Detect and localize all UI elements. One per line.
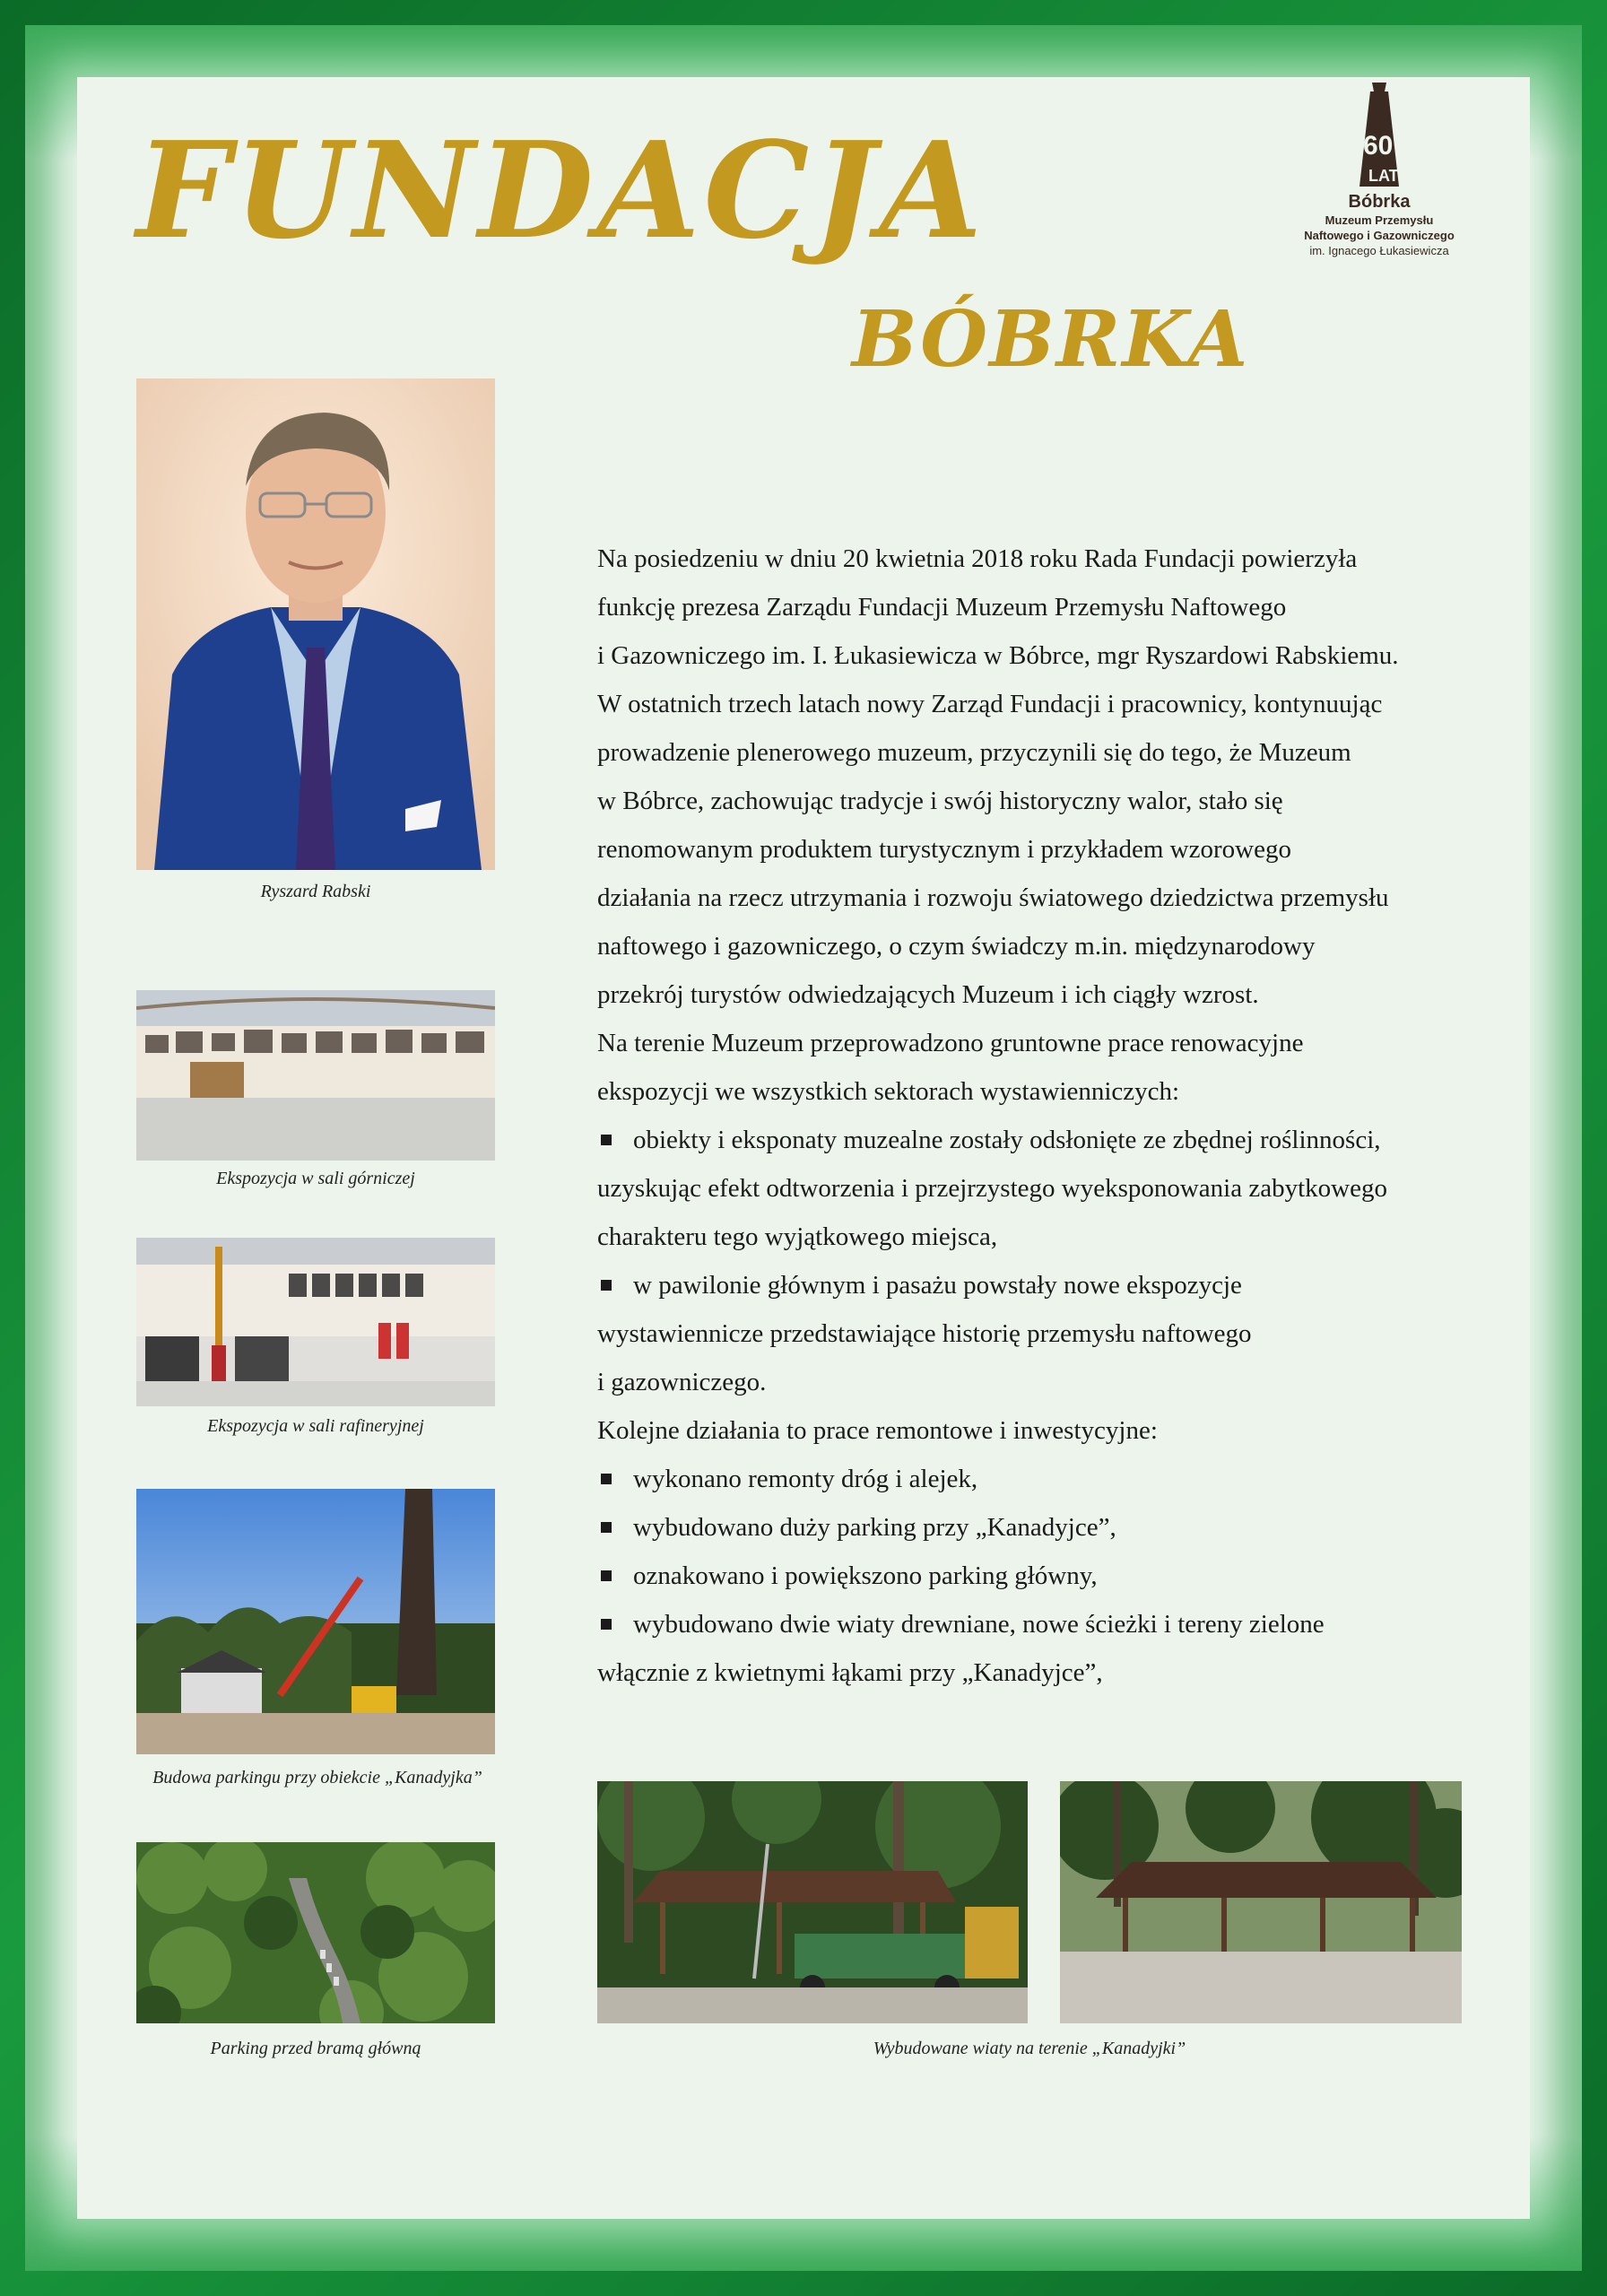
logo-line-3: im. Ignacego Łukasiewicza bbox=[1309, 244, 1449, 257]
bullet-text: oznakowano i powiększono parking główny, bbox=[633, 1561, 1098, 1590]
bullet-text: wybudowano dwie wiaty drewniane, nowe ścieżki i tereny zielone bbox=[633, 1610, 1325, 1639]
body-line: w Bóbrce, zachowując tradycje i swój historyczny walor, stało się bbox=[597, 787, 1283, 815]
body-text bbox=[597, 535, 1521, 1697]
bullet-text: w pawilonie głównym i pasażu powstały nowe ekspozycje bbox=[633, 1271, 1242, 1300]
bullet-square-icon bbox=[601, 1135, 612, 1145]
bullet-item bbox=[597, 1455, 1521, 1503]
body-line: włącznie z kwietnymi łąkami przy „Kanadyjce”, bbox=[597, 1658, 1103, 1687]
page-title: FUNDACJA bbox=[136, 112, 986, 268]
body-line: i gazowniczego. bbox=[597, 1368, 767, 1396]
main-gate-parking-photo bbox=[136, 1842, 495, 2023]
caption-main-gate-parking: Parking przed bramą główną bbox=[210, 2039, 421, 2058]
body-line: uzyskując efekt odtworzenia i przejrzystego wyeksponowania zabytkowego bbox=[597, 1174, 1387, 1203]
shelter-construction-photo bbox=[597, 1781, 1028, 2023]
caption-refinery-hall: Ekspozycja w sali rafineryjnej bbox=[207, 1416, 424, 1436]
bullet-text: wybudowano duży parking przy „Kanadyjce”, bbox=[633, 1513, 1116, 1542]
body-line: naftowego i gazowniczego, o czym świadczy m.in. międzynarodowy bbox=[597, 932, 1316, 961]
body-line: funkcję prezesa Zarządu Fundacji Muzeum Przemysłu Naftowego bbox=[597, 593, 1287, 622]
museum-logo bbox=[1263, 81, 1496, 259]
oil-derrick-logo-icon bbox=[1343, 81, 1415, 188]
logo-line-1: Muzeum Przemysłu bbox=[1325, 213, 1434, 227]
body-line: charakteru tego wyjątkowego miejsca, bbox=[597, 1222, 998, 1251]
bullet-text: wykonano remonty dróg i alejek, bbox=[633, 1465, 978, 1493]
caption-parking-construction: Budowa parkingu przy obiekcie „Kanadyjka” bbox=[152, 1768, 482, 1787]
body-line: wystawiennicze przedstawiające historię przemysłu naftowego bbox=[597, 1319, 1252, 1348]
bullet-item bbox=[597, 1116, 1521, 1164]
bullet-square-icon bbox=[601, 1522, 612, 1533]
bullet-item bbox=[597, 1261, 1521, 1309]
body-line: Na posiedzeniu w dniu 20 kwietnia 2018 roku Rada Fundacji powierzyła bbox=[597, 544, 1358, 573]
body-line: przekrój turystów odwiedzających Muzeum i ich ciągły wzrost. bbox=[597, 980, 1259, 1009]
mining-hall-photo bbox=[136, 990, 495, 1161]
svg-text:60: 60 bbox=[1363, 131, 1394, 161]
shelter-finished-photo bbox=[1060, 1781, 1462, 2023]
body-line: i Gazowniczego im. I. Łukasiewicza w Bóbrce, mgr Ryszardowi Rabskiemu. bbox=[597, 641, 1399, 670]
logo-line-2: Naftowego i Gazowniczego bbox=[1304, 229, 1455, 242]
caption-mining-hall: Ekspozycja w sali górniczej bbox=[216, 1169, 415, 1188]
bullet-square-icon bbox=[601, 1474, 612, 1484]
body-line: działania na rzecz utrzymania i rozwoju światowego dziedzictwa przemysłu bbox=[597, 883, 1389, 912]
body-line: Kolejne działania to prace remontowe i inwestycyjne: bbox=[597, 1416, 1158, 1445]
bullet-text: obiekty i eksponaty muzealne zostały odsłonięte ze zbędnej roślinności, bbox=[633, 1126, 1381, 1154]
bullet-square-icon bbox=[601, 1570, 612, 1581]
portrait-photo bbox=[136, 378, 495, 870]
bullet-item bbox=[597, 1600, 1521, 1648]
page-subtitle: BÓBRKA bbox=[852, 294, 1250, 385]
body-line: ekspozycji we wszystkich sektorach wystawienniczych: bbox=[597, 1077, 1180, 1106]
body-line: prowadzenie plenerowego muzeum, przyczynili się do tego, że Muzeum bbox=[597, 738, 1351, 767]
body-line: W ostatnich trzech latach nowy Zarząd Fundacji i pracownicy, kontynuując bbox=[597, 690, 1383, 718]
bullet-square-icon bbox=[601, 1280, 612, 1291]
caption-shelters: Wybudowane wiaty na terenie „Kanadyjki” bbox=[873, 2039, 1186, 2058]
logo-name: Bóbrka bbox=[1348, 192, 1411, 212]
parking-construction-photo bbox=[136, 1489, 495, 1754]
bullet-item bbox=[597, 1503, 1521, 1552]
bullet-square-icon bbox=[601, 1619, 612, 1630]
body-line: Na terenie Muzeum przeprowadzono gruntowne prace renowacyjne bbox=[597, 1029, 1304, 1057]
body-line: renomowanym produktem turystycznym i przykładem wzorowego bbox=[597, 835, 1291, 864]
svg-text:LAT: LAT bbox=[1368, 167, 1399, 185]
refinery-hall-photo bbox=[136, 1238, 495, 1406]
bullet-item bbox=[597, 1552, 1521, 1600]
caption-portrait: Ryszard Rabski bbox=[260, 882, 371, 901]
